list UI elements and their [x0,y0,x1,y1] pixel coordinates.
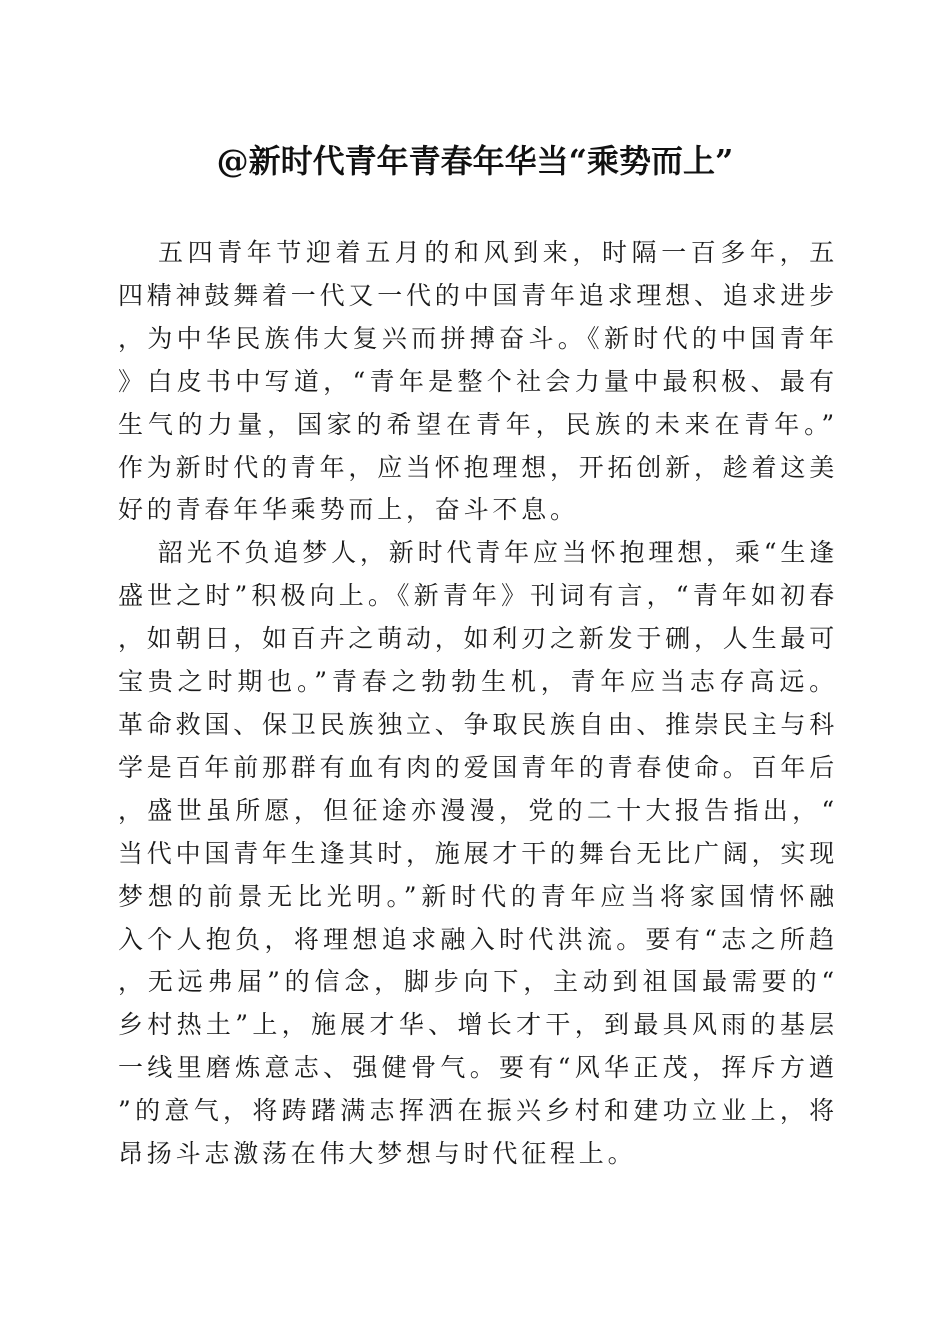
document-title: @新时代青年青春年华当“乘势而上” [216,142,734,180]
document-body [118,232,838,1176]
paragraph-2: 韶光不负追梦人，新时代青年应当怀抱理想，乘“生逢盛世之时”积极向上。《新青年》刊词有言，“青年如初春，如朝日，如百卉之萌动，如利刃之新发于硎，人生最可宝贵之时期也。”青春之勃勃生机，青年应当志存高远。革命救国、保卫民族独立、争取民族自由、推崇民主与科学是百年前那群有血有肉的爱国青年的青春使命。百年后，盛世虽所愿，但征途亦漫漫，党的二十大报告指出，“当代中国青年生逢其时，施展才干的舞台无比广阔，实现梦想的前景无比光明。”新时代的青年应当将家国情怀融入个人抱负，将理想追求融入时代洪流。要有“志之所趋，无远弗届”的信念，脚步向下，主动到祖国最需要的“乡村热土”上，施展才华、增长才干，到最具风雨的基层一线里磨炼意志、强健骨气。要有“风华正茂，挥斥方遒”的意气，将踌躇满志挥洒在振兴乡村和建功立业上，将昂扬斗志激荡在伟大梦想与时代征程上。 [118,538,839,1169]
paragraph-1: 五四青年节迎着五月的和风到来，时隔一百多年，五四精神鼓舞着一代又一代的中国青年追求理想、追求进步，为中华民族伟大复兴而拼搏奋斗。《新时代的中国青年》白皮书中写道，“青年是整个社会力量中最积极、最有生气的力量，国家的希望在青年，民族的未来在青年。”作为新时代的青年，应当怀抱理想，开拓创新，趁着这美好的青春年华乘势而上，奋斗不息。 [118,238,839,525]
